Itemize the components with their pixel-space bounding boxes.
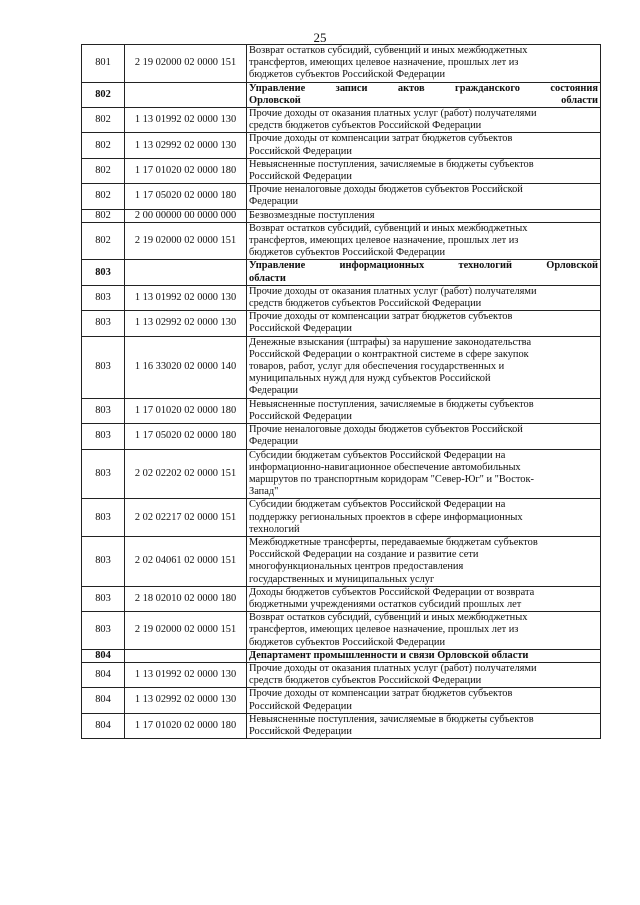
- name-text-line: средств бюджетов субъектов Российской Федерации: [249, 120, 482, 132]
- administrator-code-cell: 803: [82, 311, 125, 336]
- name-text-line: области: [249, 272, 286, 284]
- administrator-code-cell: 803: [82, 424, 125, 449]
- table-row: [82, 536, 601, 586]
- name-text-line: муниципальных нужд для нужд субъектов Российской: [249, 373, 491, 385]
- administrator-code-cell: 804: [82, 649, 125, 662]
- name-text-line: Прочие доходы от компенсации затрат бюджетов субъектов: [249, 311, 513, 323]
- name-text-line: информационно-навигационное обеспечение автомобильных: [249, 461, 521, 473]
- revenue-name-cell: [247, 222, 601, 260]
- name-text-line: Департамент промышленности и связи Орловской области: [249, 649, 529, 661]
- revenue-code-cell: 2 19 02000 02 0000 151: [125, 222, 247, 260]
- name-text-line: Прочие неналоговые доходы бюджетов субъектов Российской: [249, 184, 523, 196]
- revenue-name-cell: [247, 536, 601, 586]
- revenue-code-cell: 2 18 02010 02 0000 180: [125, 586, 247, 611]
- name-text-line: Субсидии бюджетам субъектов Российской Федерации на: [249, 499, 506, 511]
- administrator-name-cell: [247, 82, 601, 107]
- revenue-name-cell: [247, 713, 601, 738]
- revenue-name-cell: [247, 184, 601, 209]
- name-text-line: Управление записи актов гражданского состояния: [249, 82, 598, 94]
- administrator-code-cell: 802: [82, 158, 125, 183]
- name-text-line: поддержку региональных проектов в сфере информационных: [249, 511, 523, 523]
- revenue-name-cell: [247, 133, 601, 158]
- name-text-line: Невыясненные поступления, зачисляемые в бюджеты субъектов: [249, 398, 534, 410]
- revenue-code-cell: 1 17 01020 02 0000 180: [125, 158, 247, 183]
- revenue-name-cell: [247, 158, 601, 183]
- name-text-line: средств бюджетов субъектов Российской Федерации: [249, 298, 482, 310]
- name-text-line: бюджетными учреждениями остатков субсидий прошлых лет: [249, 598, 522, 610]
- revenue-name-cell: [247, 424, 601, 449]
- name-text-line: Российской Федерации: [249, 145, 352, 157]
- administrator-name-cell: [247, 260, 601, 285]
- name-text-line: средств бюджетов субъектов Российской Федерации: [249, 675, 482, 687]
- name-text-line: Российской Федерации: [249, 700, 352, 712]
- name-text-line: Прочие доходы от компенсации затрат бюджетов субъектов: [249, 688, 513, 700]
- revenue-name-cell: [247, 398, 601, 423]
- name-text-line: Доходы бюджетов субъектов Российской Федерации от возврата: [249, 586, 535, 598]
- administrator-header-row: [82, 260, 601, 285]
- name-text-line: Российской Федерации о контрактной системе в сфере закупок: [249, 348, 529, 360]
- name-text-line: маршрутов по транспортным коридорам "Север-Юг" и "Восток-: [249, 473, 534, 485]
- table-row: [82, 311, 601, 336]
- table-row: [82, 398, 601, 423]
- administrator-code-cell: 801: [82, 45, 125, 83]
- name-text-line: Межбюджетные трансферты, передаваемые бюджетам субъектов: [249, 536, 538, 548]
- revenue-code-cell: 1 13 02992 02 0000 130: [125, 688, 247, 713]
- page-number: 25: [313, 30, 327, 45]
- revenue-code-cell: 1 17 01020 02 0000 180: [125, 713, 247, 738]
- name-text-line: Возврат остатков субсидий, субвенций и иных межбюджетных: [249, 45, 528, 56]
- table-row: [82, 612, 601, 650]
- revenue-code-cell: 1 17 05020 02 0000 180: [125, 184, 247, 209]
- revenue-code-cell: 1 16 33020 02 0000 140: [125, 336, 247, 398]
- revenue-code-cell: [125, 260, 247, 285]
- table-body: [82, 45, 601, 739]
- revenue-code-cell: 1 13 02992 02 0000 130: [125, 133, 247, 158]
- revenue-code-cell: 1 13 01992 02 0000 130: [125, 285, 247, 310]
- revenue-code-cell: 2 02 02217 02 0000 151: [125, 499, 247, 537]
- administrator-code-cell: 803: [82, 398, 125, 423]
- table-row: [82, 713, 601, 738]
- name-text-line: товаров, работ, услуг для обеспечения государственных и: [249, 361, 505, 373]
- revenue-name-cell: [247, 311, 601, 336]
- administrator-code-cell: 803: [82, 499, 125, 537]
- name-text-line: Невыясненные поступления, зачисляемые в бюджеты субъектов: [249, 158, 534, 170]
- revenue-name-cell: [247, 499, 601, 537]
- table-row: [82, 586, 601, 611]
- table-row: [82, 499, 601, 537]
- revenue-code-cell: 1 17 05020 02 0000 180: [125, 424, 247, 449]
- name-text-line: Российской Федерации: [249, 171, 352, 183]
- table-row: [82, 688, 601, 713]
- administrator-code-cell: 802: [82, 209, 125, 222]
- revenue-name-cell: [247, 612, 601, 650]
- name-text-line: Прочие доходы от оказания платных услуг (работ) получателями: [249, 108, 537, 120]
- administrator-code-cell: 803: [82, 586, 125, 611]
- revenue-code-cell: 2 00 00000 00 0000 000: [125, 209, 247, 222]
- name-text-line: Прочие неналоговые доходы бюджетов субъектов Российской: [249, 424, 523, 436]
- name-text-line: бюджетов субъектов Российской Федерации: [249, 247, 445, 259]
- name-text-line: Прочие доходы от оказания платных услуг (работ) получателями: [249, 285, 537, 297]
- table-row: [82, 158, 601, 183]
- name-text-line: бюджетов субъектов Российской Федерации: [249, 69, 445, 81]
- revenue-name-cell: [247, 108, 601, 133]
- name-text-line: Прочие доходы от оказания платных услуг (работ) получателями: [249, 662, 537, 674]
- administrator-name-cell: [247, 649, 601, 662]
- table-row: [82, 449, 601, 499]
- revenue-code-cell: 2 02 04061 02 0000 151: [125, 536, 247, 586]
- table-row: [82, 209, 601, 222]
- name-text-line: многофункциональных центров предоставления: [249, 561, 464, 573]
- revenue-name-cell: [247, 336, 601, 398]
- name-text-line: Российской Федерации: [249, 725, 352, 737]
- name-text-line: Управление информационных технологий Орловской: [249, 260, 598, 272]
- administrator-header-row: [82, 82, 601, 107]
- name-text-line: Прочие доходы от компенсации затрат бюджетов субъектов: [249, 133, 513, 145]
- name-text-line: Российской Федерации: [249, 410, 352, 422]
- revenue-name-cell: [247, 688, 601, 713]
- name-text-line: Федерации: [249, 436, 299, 448]
- administrator-code-cell: 802: [82, 108, 125, 133]
- revenue-code-cell: 1 13 01992 02 0000 130: [125, 108, 247, 133]
- name-text-line: государственных и муниципальных услуг: [249, 573, 435, 585]
- name-text-line: Орловской области: [249, 94, 598, 106]
- revenue-code-cell: 2 19 02000 02 0000 151: [125, 45, 247, 83]
- table-row: [82, 336, 601, 398]
- administrator-code-cell: 802: [82, 82, 125, 107]
- name-text-line: Российской Федерации на создание и развитие сети: [249, 549, 479, 561]
- name-text-line: бюджетов субъектов Российской Федерации: [249, 636, 445, 648]
- administrator-code-cell: 803: [82, 536, 125, 586]
- name-text-line: Запад": [249, 486, 279, 498]
- table-row: [82, 184, 601, 209]
- administrator-code-cell: 802: [82, 222, 125, 260]
- administrator-code-cell: 804: [82, 713, 125, 738]
- revenue-codes-table: [81, 44, 601, 739]
- administrator-code-cell: 803: [82, 336, 125, 398]
- table-row: [82, 424, 601, 449]
- administrator-code-cell: 802: [82, 184, 125, 209]
- table-row: [82, 45, 601, 83]
- revenue-name-cell: [247, 285, 601, 310]
- name-text-line: трансфертов, имеющих целевое назначение, прошлых лет из: [249, 235, 519, 247]
- table-row: [82, 108, 601, 133]
- revenue-code-cell: 1 13 02992 02 0000 130: [125, 311, 247, 336]
- administrator-header-row: [82, 649, 601, 662]
- administrator-code-cell: 804: [82, 688, 125, 713]
- administrator-code-cell: 802: [82, 133, 125, 158]
- name-text-line: Субсидии бюджетам субъектов Российской Федерации на: [249, 449, 506, 461]
- name-text-line: Возврат остатков субсидий, субвенций и иных межбюджетных: [249, 222, 528, 234]
- name-text-line: технологий: [249, 523, 300, 535]
- name-text-line: Федерации: [249, 385, 299, 397]
- table-row: [82, 285, 601, 310]
- revenue-name-cell: [247, 45, 601, 83]
- revenue-code-cell: 2 19 02000 02 0000 151: [125, 612, 247, 650]
- name-text-line: трансфертов, имеющих целевое назначение, прошлых лет из: [249, 624, 519, 636]
- revenue-name-cell: [247, 662, 601, 687]
- administrator-code-cell: 803: [82, 449, 125, 499]
- revenue-code-cell: 1 17 01020 02 0000 180: [125, 398, 247, 423]
- name-text-line: Безвозмездные поступления: [249, 209, 375, 221]
- name-text-line: трансфертов, имеющих целевое назначение, прошлых лет из: [249, 57, 519, 69]
- revenue-name-cell: [247, 449, 601, 499]
- table-row: [82, 133, 601, 158]
- revenue-code-cell: 1 13 01992 02 0000 130: [125, 662, 247, 687]
- name-text-line: Возврат остатков субсидий, субвенций и иных межбюджетных: [249, 612, 528, 624]
- name-text-line: Федерации: [249, 196, 299, 208]
- table-row: [82, 222, 601, 260]
- name-text-line: Денежные взыскания (штрафы) за нарушение законодательства: [249, 336, 532, 348]
- revenue-name-cell: [247, 209, 601, 222]
- administrator-code-cell: 803: [82, 612, 125, 650]
- name-text-line: Российской Федерации: [249, 323, 352, 335]
- revenue-name-cell: [247, 586, 601, 611]
- name-text-line: Невыясненные поступления, зачисляемые в бюджеты субъектов: [249, 713, 534, 725]
- administrator-code-cell: 803: [82, 260, 125, 285]
- table-row: [82, 662, 601, 687]
- revenue-code-cell: [125, 649, 247, 662]
- administrator-code-cell: 803: [82, 285, 125, 310]
- administrator-code-cell: 804: [82, 662, 125, 687]
- revenue-code-cell: 2 02 02202 02 0000 151: [125, 449, 247, 499]
- revenue-code-cell: [125, 82, 247, 107]
